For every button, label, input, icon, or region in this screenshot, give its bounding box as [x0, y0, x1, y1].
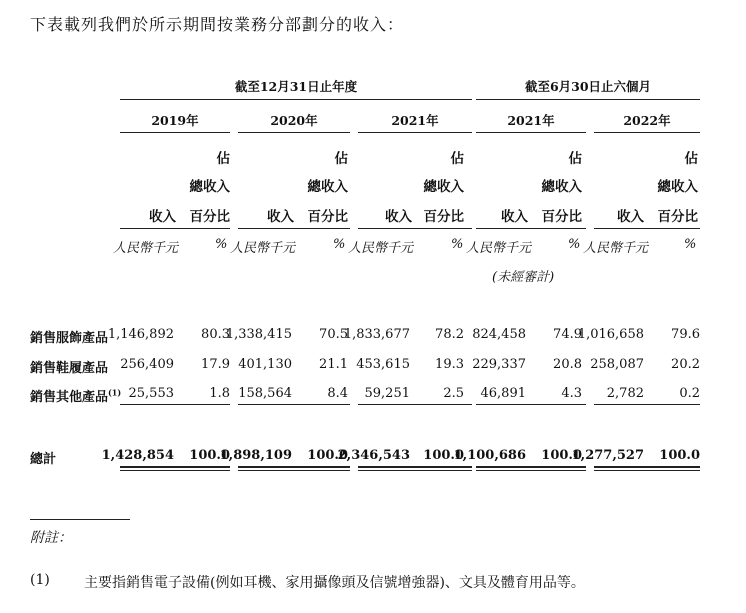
total-rule [238, 470, 350, 471]
year-2021: 2021年 [391, 113, 439, 128]
subtotal-rule [238, 404, 350, 405]
header-rule [358, 228, 472, 229]
cell-footwear-pct: 17.9 [201, 357, 230, 372]
unit-rmb: 人民幣千元 [230, 241, 296, 256]
row-label-apparel: 銷售服飾產品 [30, 331, 109, 346]
cell-other-revenue: 46,891 [480, 386, 526, 401]
cell-total-revenue: 1,898,109 [219, 448, 292, 463]
pct-header-line1: 佔 [450, 151, 464, 167]
subtotal-rule [358, 404, 472, 405]
cell-other-revenue: 158,564 [238, 386, 292, 401]
cell-footwear-revenue: 229,337 [472, 357, 526, 372]
revenue-header: 收入 [617, 209, 644, 225]
pct-header-line2: 總收入 [189, 179, 230, 195]
year-2022-semi: 2022年 [623, 113, 671, 128]
cell-total-revenue: 2,346,543 [337, 448, 410, 463]
pct-header-line3: 百分比 [657, 209, 698, 225]
cell-apparel-pct: 79.6 [671, 327, 700, 342]
header-rule [594, 228, 700, 229]
notes-label: 附註： [30, 530, 72, 546]
cell-apparel-pct: 78.2 [435, 327, 464, 342]
pct-header-line1: 佔 [568, 151, 582, 167]
row-label-footwear: 銷售鞋履產品 [30, 361, 109, 376]
cell-apparel-revenue: 824,458 [472, 327, 526, 342]
footnote-number: (1) [30, 572, 50, 588]
unaudited-note: (未經審計) [492, 270, 555, 285]
period-annual-rule [120, 99, 472, 100]
cell-total-revenue: 1,277,527 [571, 448, 644, 463]
total-rule [476, 466, 586, 468]
cell-other-revenue: 2,782 [606, 386, 644, 401]
revenue-header: 收入 [385, 209, 412, 225]
unit-rmb: 人民幣千元 [113, 241, 179, 256]
cell-footwear-revenue: 258,087 [590, 357, 644, 372]
cell-total-revenue: 1,100,686 [453, 448, 526, 463]
unit-pct: % [333, 237, 346, 252]
cell-footwear-pct: 20.8 [553, 357, 582, 372]
cell-other-revenue: 59,251 [364, 386, 410, 401]
year-rule-2021 [358, 132, 472, 133]
year-rule-2019 [120, 132, 230, 133]
pct-header-line3: 百分比 [423, 209, 464, 225]
header-rule [476, 228, 586, 229]
pct-header-line3: 百分比 [189, 209, 230, 225]
year-rule-2020 [238, 132, 350, 133]
unit-rmb: 人民幣千元 [583, 241, 649, 256]
period-semi-rule [476, 99, 700, 100]
cell-footwear-pct: 19.3 [435, 357, 464, 372]
cell-apparel-revenue: 1,146,892 [107, 327, 174, 342]
subtotal-rule [120, 404, 230, 405]
unit-rmb: 人民幣千元 [348, 241, 414, 256]
unit-rmb: 人民幣千元 [466, 241, 532, 256]
cell-other-pct: 4.3 [561, 386, 582, 401]
cell-footwear-revenue: 401,130 [238, 357, 292, 372]
cell-total-pct: 100.0 [189, 448, 230, 463]
pct-header-line2: 總收入 [307, 179, 348, 195]
cell-footwear-revenue: 453,615 [356, 357, 410, 372]
pct-header-line3: 百分比 [541, 209, 582, 225]
cell-footwear-pct: 20.2 [671, 357, 700, 372]
unit-pct: % [451, 237, 464, 252]
year-2019: 2019年 [151, 113, 199, 128]
cell-apparel-revenue: 1,833,677 [343, 327, 410, 342]
cell-total-revenue: 1,428,854 [101, 448, 174, 463]
cell-total-pct: 100.0 [659, 448, 700, 463]
pct-header-line3: 百分比 [307, 209, 348, 225]
cell-total-pct: 100.0 [541, 448, 582, 463]
year-2021-semi: 2021年 [507, 113, 555, 128]
header-rule [238, 228, 350, 229]
footnote-marker: (1) [108, 387, 122, 398]
total-rule [358, 470, 472, 471]
unit-pct: % [684, 237, 697, 252]
total-rule [594, 470, 700, 471]
total-rule [120, 470, 230, 471]
cell-footwear-revenue: 256,409 [120, 357, 174, 372]
cell-apparel-pct: 70.5 [319, 327, 348, 342]
cell-other-revenue: 25,553 [128, 386, 174, 401]
pct-header-line1: 佔 [334, 151, 348, 167]
pct-header-line2: 總收入 [423, 179, 464, 195]
cell-other-pct: 2.5 [443, 386, 464, 401]
year-rule-2022-semi [594, 132, 700, 133]
cell-apparel-revenue: 1,338,415 [225, 327, 292, 342]
pct-header-line1: 佔 [216, 151, 230, 167]
cell-apparel-pct: 80.3 [201, 327, 230, 342]
row-label-other: 銷售其他產品$^{(1)}$ [30, 387, 122, 405]
footnote-text: 主要指銷售電子設備(例如耳機、家用攝像頭及信號增強器)、文具及體育用品等。 [84, 575, 585, 591]
cell-footwear-pct: 21.1 [319, 357, 348, 372]
notes-divider [30, 519, 130, 520]
revenue-header: 收入 [149, 209, 176, 225]
header-rule [120, 228, 230, 229]
total-rule [476, 470, 586, 471]
year-2020: 2020年 [270, 113, 318, 128]
total-rule [594, 466, 700, 468]
pct-header-line2: 總收入 [541, 179, 582, 195]
row-label-total: 總計 [30, 452, 57, 467]
pct-header-line1: 佔 [684, 151, 698, 167]
cell-total-pct: 100.0 [307, 448, 348, 463]
year-rule-2021-semi [476, 132, 586, 133]
cell-apparel-pct: 74.9 [553, 327, 582, 342]
period-semi-header: 截至6月30日止六個月 [524, 79, 652, 94]
total-rule [120, 466, 230, 468]
cell-other-pct: 8.4 [327, 386, 348, 401]
cell-apparel-revenue: 1,016,658 [577, 327, 644, 342]
cell-total-pct: 100.0 [423, 448, 464, 463]
period-annual-header: 截至12月31日止年度 [234, 79, 358, 94]
unit-pct: % [568, 237, 581, 252]
pct-header-line2: 總收入 [657, 179, 698, 195]
intro-text: 下表載列我們於所示期間按業務分部劃分的收入： [30, 15, 405, 34]
revenue-header: 收入 [267, 209, 294, 225]
cell-other-pct: 1.8 [209, 386, 230, 401]
revenue-header: 收入 [501, 209, 528, 225]
subtotal-rule [476, 404, 586, 405]
unit-pct: % [215, 237, 228, 252]
cell-other-pct: 0.2 [679, 386, 700, 401]
total-rule [358, 466, 472, 468]
subtotal-rule [594, 404, 700, 405]
total-rule [238, 466, 350, 468]
